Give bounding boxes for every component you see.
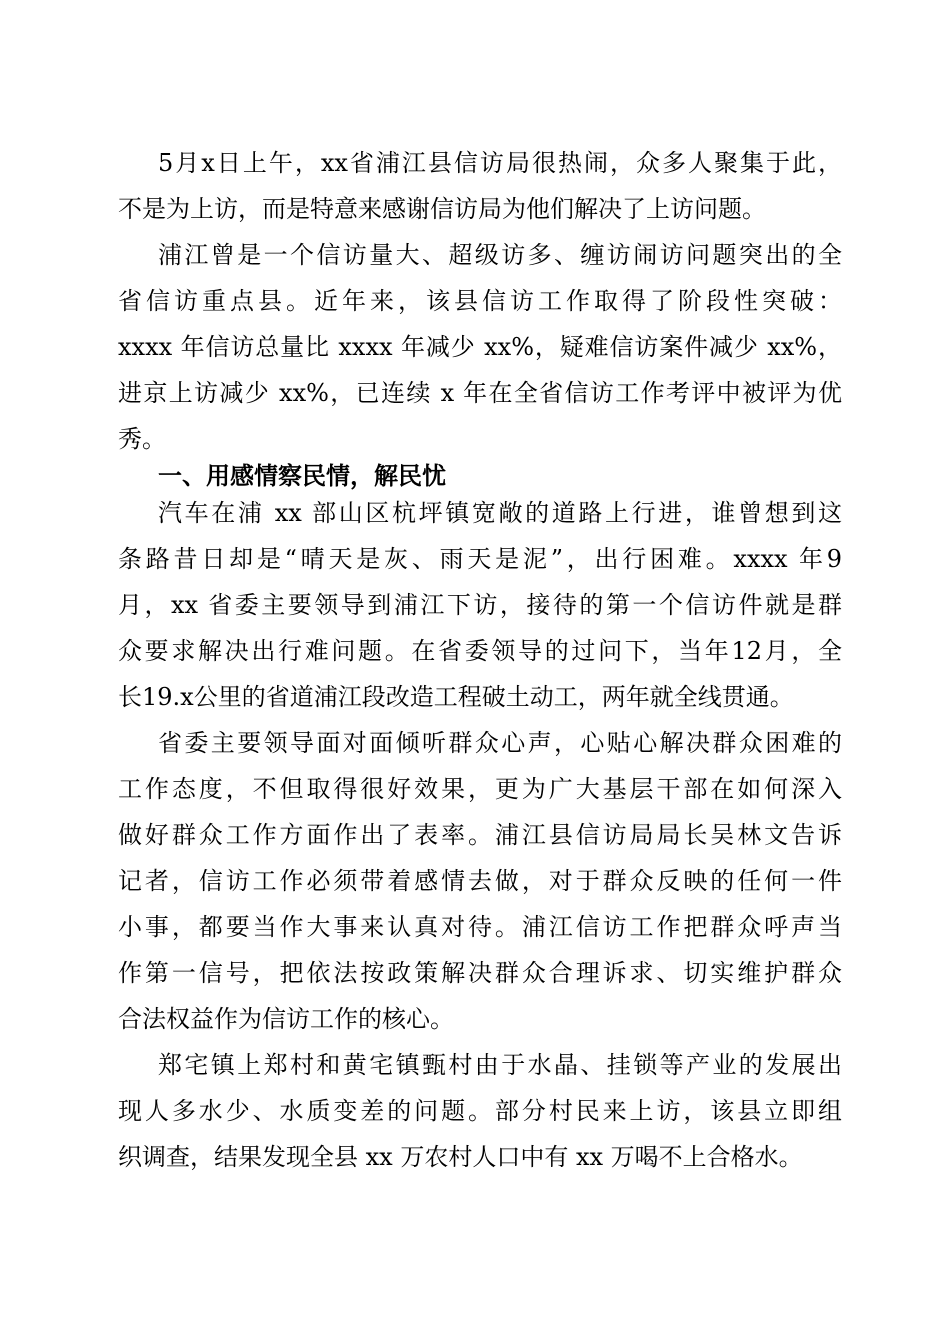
paragraph-line: xxxx 年信访总量比 xxxx 年减少 xx%，疑难信访案件减少 xx%，: [118, 333, 842, 361]
paragraph-line: 不是为上访，而是特意来感谢信访局为他们解决了上访问题。: [118, 195, 766, 223]
paragraph-line: 众要求解决出行难问题。在省委领导的过问下，当年12月，全: [118, 637, 842, 665]
paragraph-line: 工作态度，不但取得很好效果，更为广大基层干部在如何深入: [118, 775, 842, 803]
paragraph-line: 织调查，结果发现全县 xx 万农村人口中有 xx 万喝不上合格水。: [118, 1143, 803, 1171]
paragraph-line: 月，xx 省委主要领导到浦江下访，接待的第一个信访件就是群: [118, 591, 842, 619]
paragraph-line: 省委主要领导面对面倾听群众心声，心贴心解决群众困难的: [158, 729, 842, 757]
paragraph-line: 作第一信号，把依法按政策解决群众合理诉求、切实维护群众: [118, 959, 842, 987]
paragraph-line: 汽车在浦 xx 部山区杭坪镇宽敞的道路上行进，谁曾想到这: [158, 499, 842, 527]
paragraph-line: 做好群众工作方面作出了表率。浦江县信访局局长吴林文告诉: [118, 821, 842, 849]
paragraph-line: 5月x日上午，xx省浦江县信访局很热闹，众多人聚集于此，: [158, 149, 842, 177]
paragraph-line: 郑宅镇上郑村和黄宅镇甄村由于水晶、挂锁等产业的发展出: [158, 1051, 842, 1079]
paragraph-line: 省信访重点县。近年来，该县信访工作取得了阶段性突破：: [118, 287, 842, 315]
paragraph-line: 条路昔日却是“晴天是灰、雨天是泥”，出行困难。xxxx 年9: [118, 545, 842, 573]
paragraph-line: 长19.x公里的省道浦江段改造工程破土动工，两年就全线贯通。: [118, 683, 794, 711]
paragraph-line: 秀。: [118, 425, 166, 453]
paragraph-line: 小事，都要当作大事来认真对待。浦江信访工作把群众呼声当: [118, 913, 842, 941]
paragraph-line: 浦江曾是一个信访量大、超级访多、缠访闹访问题突出的全: [158, 241, 842, 269]
paragraph-line: 现人多水少、水质变差的问题。部分村民来上访，该县立即组: [118, 1097, 842, 1125]
section-heading: 一、用感情察民情，解民忧: [158, 462, 446, 490]
paragraph-line: 进京上访减少 xx%，已连续 x 年在全省信访工作考评中被评为优: [118, 379, 842, 407]
paragraph-line: 合法权益作为信访工作的核心。: [118, 1005, 454, 1033]
paragraph-line: 记者，信访工作必须带着感情去做，对于群众反映的任何一件: [118, 867, 842, 895]
